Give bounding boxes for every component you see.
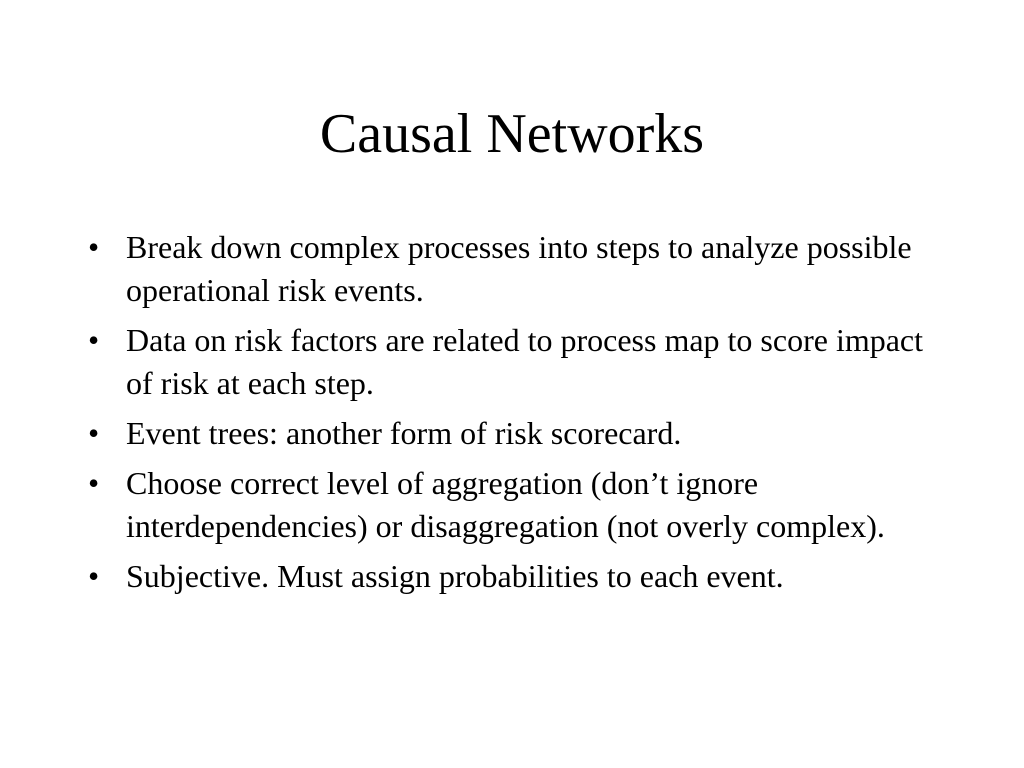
bullet-icon: •: [88, 558, 100, 594]
bullet-text: Event trees: another form of risk scorecard.: [126, 415, 682, 451]
bullet-text: Data on risk factors are related to process map to score impact of risk at each step.: [126, 322, 924, 401]
bullet-item: [88, 226, 948, 312]
bullet-text: Choose correct level of aggregation (don’t ignore interdependencies) or disaggregation (not overly complex).: [126, 465, 885, 544]
slide-title: Causal Networks: [319, 103, 705, 165]
bullet-icon: •: [88, 415, 100, 451]
bullet-icon: •: [88, 465, 100, 501]
bullet-item: [88, 462, 948, 548]
bullet-text: Break down complex processes into steps to analyze possible operational risk events.: [126, 229, 912, 308]
bullet-item: [88, 319, 948, 405]
bullet-icon: •: [88, 229, 100, 265]
bullet-item: [88, 412, 948, 455]
bullet-text: Subjective. Must assign probabilities to each event.: [126, 558, 784, 594]
bullet-list: [88, 226, 948, 605]
bullet-icon: •: [88, 322, 100, 358]
bullet-item: [88, 555, 948, 598]
